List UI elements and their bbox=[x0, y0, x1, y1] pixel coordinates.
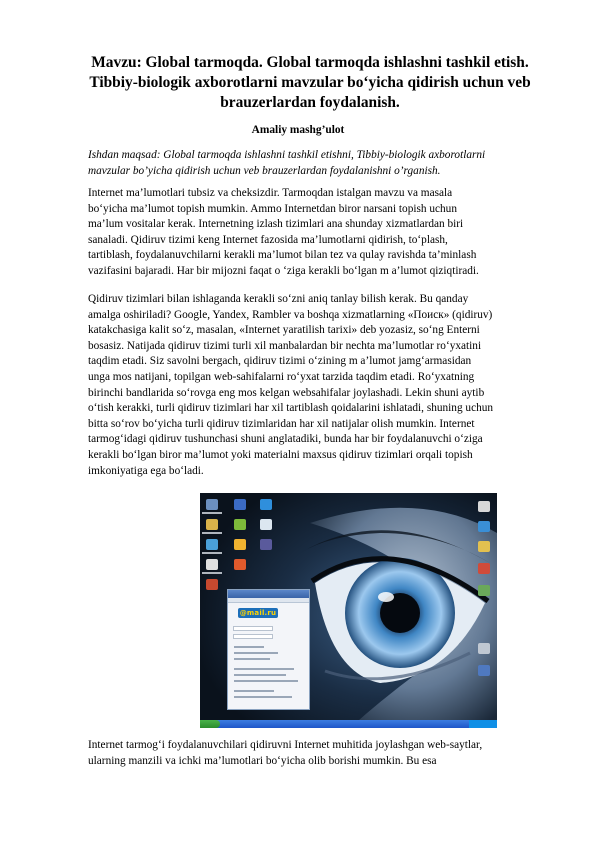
taskbar bbox=[200, 720, 497, 728]
desktop-icon[interactable] bbox=[478, 501, 490, 512]
text-line: Qidiruv tizimlari bilan ishlaganda kerakli so‘zni aniq tanlay bilish kerak. Bu qanday bbox=[88, 293, 469, 305]
desktop-icon[interactable] bbox=[478, 521, 490, 532]
desktop-icon[interactable] bbox=[234, 559, 246, 570]
text-line: o‘tish kerakki, turli qidiruv tizimlari har xil tartiblash qoidalarini ishlatadi, shuning uchun bbox=[88, 402, 494, 415]
text-line: vazifasini bajaradi. Har bir mijozni faqat o ‘ziga kerakli bo‘lgan m a’lumot qiziqtiradi. bbox=[88, 264, 479, 277]
desktop-icon[interactable] bbox=[260, 499, 272, 510]
system-tray bbox=[469, 720, 497, 728]
text-line: bo‘yicha ma’lumot topish mumkin. Ammo Internetdan biror narsani topish uchun bbox=[88, 202, 457, 215]
desktop-icon[interactable] bbox=[260, 519, 272, 530]
desktop-icon-label bbox=[202, 532, 222, 534]
desktop-icon[interactable] bbox=[478, 585, 490, 596]
text-line: sanaladi. Qidiruv tizimi keng Internet fazosida ma’lumotlarni qidirish, to‘plash, bbox=[88, 233, 448, 246]
text-line: bitta so‘rov bo‘yicha turli qidiruv tizimlaridan har xil natijalar olish mumkin. Internet bbox=[88, 417, 475, 430]
purpose-paragraph bbox=[88, 148, 543, 179]
desktop-icon[interactable] bbox=[478, 643, 490, 654]
body-paragraph-1 bbox=[88, 186, 543, 280]
text-line: Internet ma’lumotlari tubsiz va cheksizdir. Tarmoqdan istalgan mavzu va masala bbox=[88, 187, 453, 199]
link-line[interactable] bbox=[234, 668, 294, 670]
desktop-icon[interactable] bbox=[234, 539, 246, 550]
desktop-icon-label bbox=[202, 572, 222, 574]
title-line-2: Tibbiy-biologik axborotlarni mavzular bo‘yicha qidirish uchun veb bbox=[89, 74, 531, 91]
title-line-1: Mavzu: Global tarmoqda. Global tarmoqda ishlashni tashkil etish. bbox=[91, 54, 529, 71]
text-line: kerakli bo‘lgan biror ma’lumot yoki materialni maxsus qidiruv tizimlari orqali topish bbox=[88, 448, 473, 461]
desktop-icon[interactable] bbox=[206, 579, 218, 590]
window-toolbar bbox=[228, 598, 309, 603]
text-line: mavzular bo’yicha qidirish uchun veb brauzerlardan foydalanishni o’rganish. bbox=[88, 164, 441, 177]
text-line: bosasiz. Natijada qidiruv tizimi turli xil manbalardan bir nechta ma’lumotlar ro‘yxatini bbox=[88, 339, 482, 352]
mail-ru-logo[interactable]: @mail.ru bbox=[239, 609, 277, 617]
desktop-icon[interactable] bbox=[260, 539, 272, 550]
page-title bbox=[70, 53, 550, 113]
desktop-icon[interactable] bbox=[478, 665, 490, 676]
desktop-icon[interactable] bbox=[234, 519, 246, 530]
link-line[interactable] bbox=[234, 652, 278, 654]
text-line: katakchasiga kalit so‘z, masalan, «Internet yaratilish tarixi» deb yozasiz, so‘ng Enterni bbox=[88, 324, 480, 337]
link-line[interactable] bbox=[234, 680, 298, 682]
desktop-screenshot-image bbox=[200, 493, 497, 728]
text-line: Internet tarmog‘i foydalanuvchilari qidiruvni Internet muhitida joylashgan web-saytlar, bbox=[88, 739, 483, 751]
link-line[interactable] bbox=[234, 674, 286, 676]
desktop-icon-label bbox=[202, 512, 222, 514]
desktop-icon[interactable] bbox=[206, 539, 218, 550]
text-line: tartiblash, foydalanuvchilarni kerakli ma’lumot bilan tez va qulay ravishda ta’minlash bbox=[88, 249, 477, 262]
desktop-icon[interactable] bbox=[206, 519, 218, 530]
text-line: unga mos natijani, topilgan web-sahifalarni ro‘yxat tarzida taqdim etadi. Ro‘yxatning bbox=[88, 370, 475, 383]
browser-window[interactable] bbox=[227, 589, 310, 710]
page-subtitle: Amaliy mashg’ulot bbox=[251, 124, 345, 136]
login-field[interactable] bbox=[233, 626, 273, 631]
desktop-icon[interactable] bbox=[206, 559, 218, 570]
desktop-icon[interactable] bbox=[206, 499, 218, 510]
window-title-bar[interactable] bbox=[228, 590, 309, 598]
link-line[interactable] bbox=[234, 696, 292, 698]
link-line[interactable] bbox=[234, 646, 264, 648]
start-button[interactable] bbox=[200, 720, 220, 728]
text-line: ma’lum vositalar kerak. Internetning izlash tizimlari ana shunday xizmatlardan biri bbox=[88, 218, 464, 231]
password-field[interactable] bbox=[233, 634, 273, 639]
body-paragraph-2 bbox=[88, 292, 543, 479]
text-line: taqdim etadi. Siz savolni bergach, qidiruv tizimi o‘zining m a’lumot jamg‘armasidan bbox=[88, 355, 472, 368]
title-line-3: brauzerlardan foydalanish. bbox=[220, 94, 400, 111]
desktop-icon[interactable] bbox=[478, 541, 490, 552]
desktop-icon-label bbox=[202, 552, 222, 554]
desktop-icon[interactable] bbox=[234, 499, 246, 510]
text-line: birinchi bandlarida so‘rovga eng mos kelgan websahifalar joylashadi. Lekin shuni aytib bbox=[88, 386, 485, 399]
link-line[interactable] bbox=[234, 658, 270, 660]
desktop-icon[interactable] bbox=[478, 563, 490, 574]
text-line: tarmog‘idagi qidiruv tushunchasi shuni anglatadiki, bunda har bir foydalanuvchi o‘ziga bbox=[88, 433, 483, 446]
text-line: amalga oshiriladi? Google, Yandex, Rambler va boshqa xizmatlarning «Поиск» (qidiruv) bbox=[88, 308, 493, 321]
text-line: ularning manzili va ichki ma’lumotlari bo‘yicha olib borishi mumkin. Bu esa bbox=[88, 754, 437, 767]
text-line: imkoniyatiga ega bo‘ladi. bbox=[88, 464, 204, 477]
link-line[interactable] bbox=[234, 690, 274, 692]
text-line: Ishdan maqsad: Global tarmoqda ishlashni tashkil etishni, Tibbiy-biologik axborotlarni bbox=[88, 149, 486, 161]
body-paragraph-3 bbox=[88, 738, 543, 769]
